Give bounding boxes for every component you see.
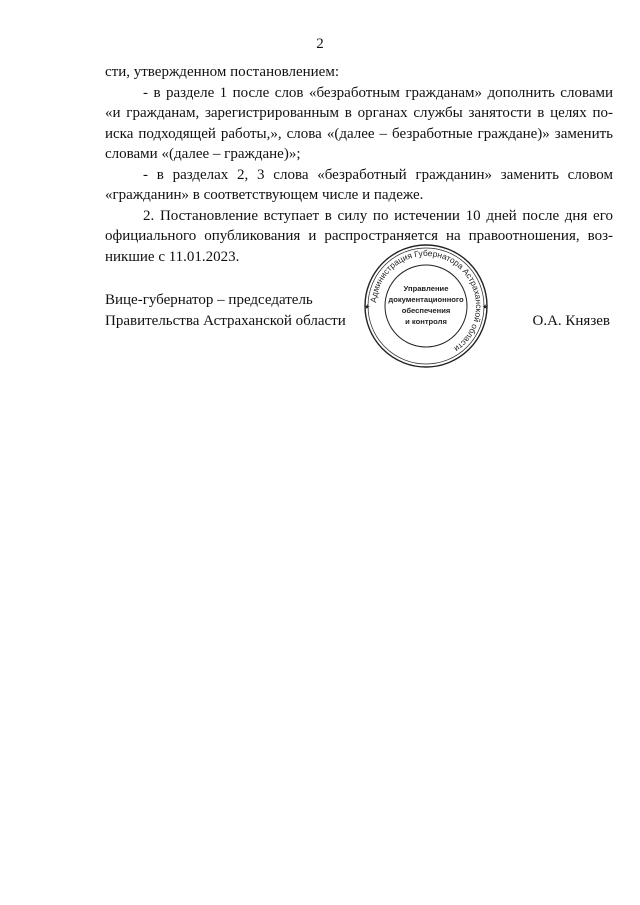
body-line: «и гражданам, зарегистрированным в органах службы занятости в целях по- [105, 105, 613, 121]
body-line: официального опубликования и распространяется на правоотношения, воз- [105, 228, 613, 244]
seal-center-line: и контроля [405, 317, 447, 326]
document-body [105, 62, 613, 267]
seal-ring-text: Администрация Губернатора Астраханской области [368, 247, 485, 355]
body-line: сти, утвержденном постановлением: [105, 64, 339, 80]
body-line: словами «(далее – граждане)»; [105, 146, 301, 162]
official-seal [363, 243, 489, 369]
body-line: никшие с 11.01.2023. [105, 248, 240, 265]
body-line: «гражданин» в соответствующем числе и падеже. [105, 187, 424, 203]
signer-position-line-2: Правительства Астраханской области [105, 312, 346, 329]
signer-name: О.А. Князев [532, 313, 610, 329]
page-number: 2 [316, 36, 324, 52]
seal-star-left: ★ [364, 303, 371, 311]
body-line: - в разделе 1 после слов «безработным гражданам» дополнить словами [143, 84, 613, 101]
seal-star-right: ★ [482, 303, 489, 311]
seal-center-line: обеспечения [401, 306, 451, 315]
body-line: 2. Постановление вступает в силу по истечении 10 дней после дня его [143, 207, 613, 224]
signer-position-line-1: Вице-губернатор – председатель [105, 292, 313, 308]
body-line: - в разделах 2, 3 слова «безработный гражданин» заменить словом [143, 166, 613, 183]
seal-center-line: документационного [388, 295, 464, 304]
signer-position [105, 290, 346, 331]
seal-center-line: Управление [403, 284, 449, 293]
body-line: иска подходящей работы,», слова «(далее – безработные граждане)» заменить [105, 125, 613, 142]
